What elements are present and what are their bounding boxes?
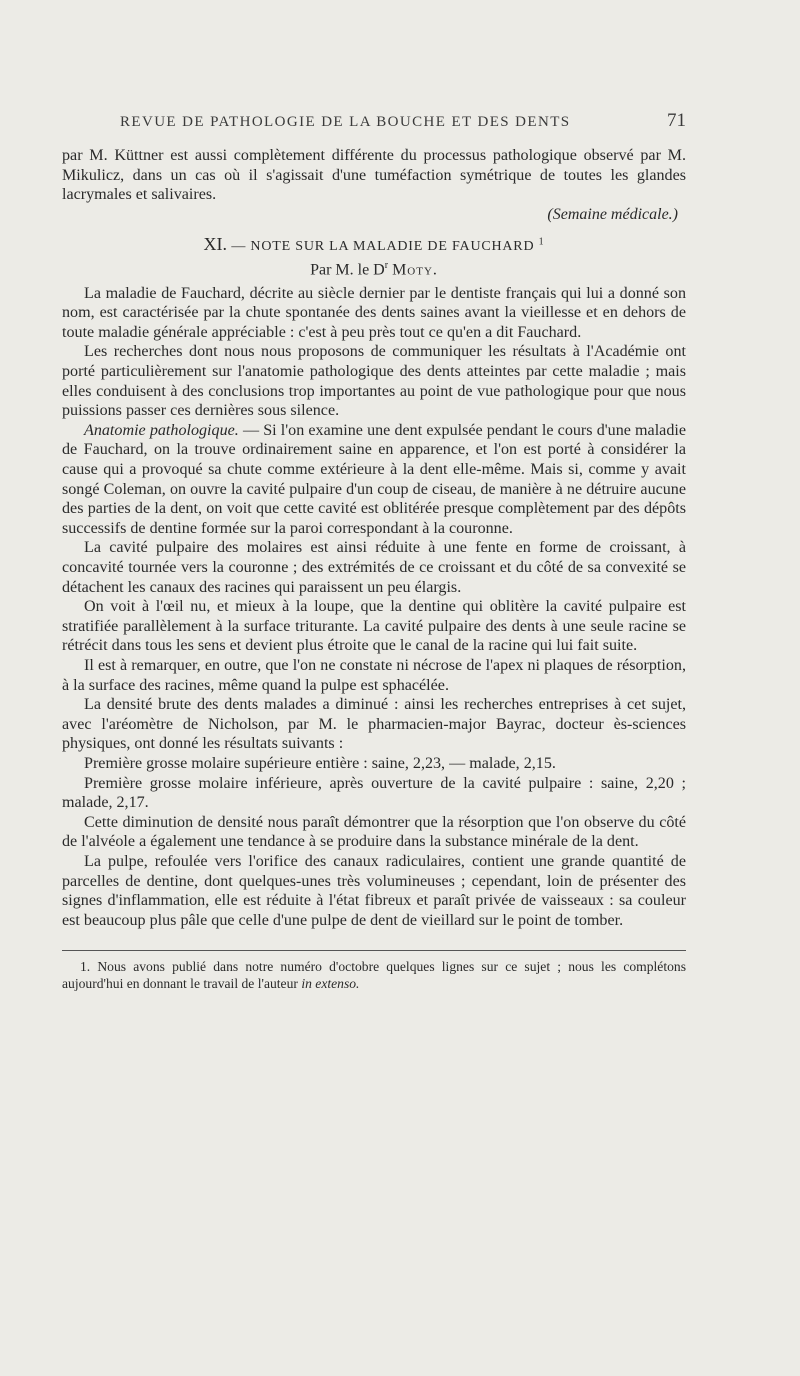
paragraph: Les recherches dont nous nous proposons de communiquer les résultats à l'Académie ont porté particulièrement sur l'anatomie pathologique des dents atteintes par cette maladie ; mais elles conduisent à des conclusions trop importantes au point de vue pathologique pour que nous puissions passer ces dernières sous silence.	[62, 343, 686, 420]
byline	[62, 255, 686, 281]
author-name: Moty.	[392, 261, 438, 279]
section-heading	[62, 234, 686, 255]
byline-sup: r	[384, 260, 389, 272]
anatomy-text: — Si l'on examine une dent expulsée pendant le cours d'une maladie de Fauchard, on la trouve ordinairement saine en apparence, et l'on est porté à considérer la cause qui a provoqué sa chute comme extérieure à la dent elle-même. Mais si, comme y avait songé Coleman, on ouvre la cavité pulpaire d'un coup de ciseau, de manière à ne détruire aucune des parties de la dent, on voit que cette cavité est oblitérée presque complètement par des dépôts successifs de dentine formée sur la paroi correspondant à la couronne.	[62, 421, 686, 537]
paragraph: La pulpe, refoulée vers l'orifice des canaux radiculaires, contient une grande quantité de parcelles de dentine, dont quelques-unes très volumineuses ; cependant, loin de présenter des signes d'inflammation, elle est réduite à l'état fibreux et paraît privée de vaisseaux : sa couleur est beaucoup plus pâle que celle d'une pulpe de dent de vieillard sur le point de tomber.	[62, 852, 686, 929]
anatomy-paragraph	[62, 421, 686, 539]
intro-paragraph: par M. Küttner est aussi complètement différente du processus pathologique observé par M. Mikulicz, dans un cas où il s'agissait d'une tuméfaction symétrique de toutes les glandes lacrymales et salivaires.	[62, 147, 686, 204]
paragraph: Première grosse molaire inférieure, après ouverture de la cavité pulpaire : saine, 2,20 ; malade, 2,17.	[62, 774, 686, 812]
byline-prefix: Par M. le D	[310, 261, 385, 279]
footnote-ref: 1	[538, 236, 545, 248]
paragraph: Première grosse molaire supérieure entière : saine, 2,23, — malade, 2,15.	[84, 754, 556, 772]
page-number: 71	[667, 110, 686, 131]
footnote-italic: in extenso.	[301, 975, 360, 991]
anatomy-label: Anatomie pathologique.	[84, 421, 239, 439]
paragraph: La densité brute des dents malades a diminué : ainsi les recherches entreprises à cet sujet, avec l'aréomètre de Nicholson, par M. le pharmacien-major Bayrac, docteur ès-sciences physiques, ont donné les résultats suivants :	[62, 696, 686, 753]
footnote-divider	[62, 950, 686, 951]
paragraph: Il est à remarquer, en outre, que l'on ne constate ni nécrose de l'apex ni plaques de résorption, à la surface des racines, même quand la pulpe est sphacélée.	[62, 656, 686, 694]
footnote-body: 1. Nous avons publié dans notre numéro d'octobre quelques lignes sur ce sujet ; nous les complétons aujourd'hui en donnant le travail de l'auteur	[62, 959, 686, 991]
footnote-text	[62, 959, 686, 992]
paragraph: Cette diminution de densité nous paraît démontrer que la résorption que l'on observe du côté de l'alvéole a également une tendance à se produire dans la substance minérale de la dent.	[62, 813, 686, 851]
page	[62, 110, 686, 992]
section-title-text: — NOTE SUR LA MALADIE DE FAUCHARD	[231, 239, 535, 255]
paragraph: La cavité pulpaire des molaires est ainsi réduite à une fente en forme de croissant, à concavité tournée vers la couronne ; des extrémités de ce croissant et du côté de sa convexité se détachent les canaux des racines qui paraissent un peu élargis.	[62, 539, 686, 596]
footnote	[62, 959, 686, 992]
section-numeral: XI.	[203, 234, 228, 255]
article-body	[62, 146, 686, 930]
paragraph: La maladie de Fauchard, décrite au siècle dernier par le dentiste français qui lui a donné son nom, est caractérisée par la chute spontanée des dents saines avant la vieillesse et en dehors de toute maladie générale appréciable : c'est à peu près tout ce qu'en a dit Fauchard.	[62, 284, 686, 341]
paragraph: On voit à l'œil nu, et mieux à la loupe, que la dentine qui oblitère la cavité pulpaire est stratifiée parallèlement à la surface triturante. La cavité pulpaire des dents à une seule racine se rétrécit dans tous les sens et devient plus étroite que le canal de la racine qui lui fait suite.	[62, 598, 686, 655]
running-title: REVUE DE PATHOLOGIE DE LA BOUCHE ET DES DENTS	[120, 114, 571, 130]
running-header	[62, 110, 686, 132]
source-citation: (Semaine médicale.)	[547, 205, 678, 223]
